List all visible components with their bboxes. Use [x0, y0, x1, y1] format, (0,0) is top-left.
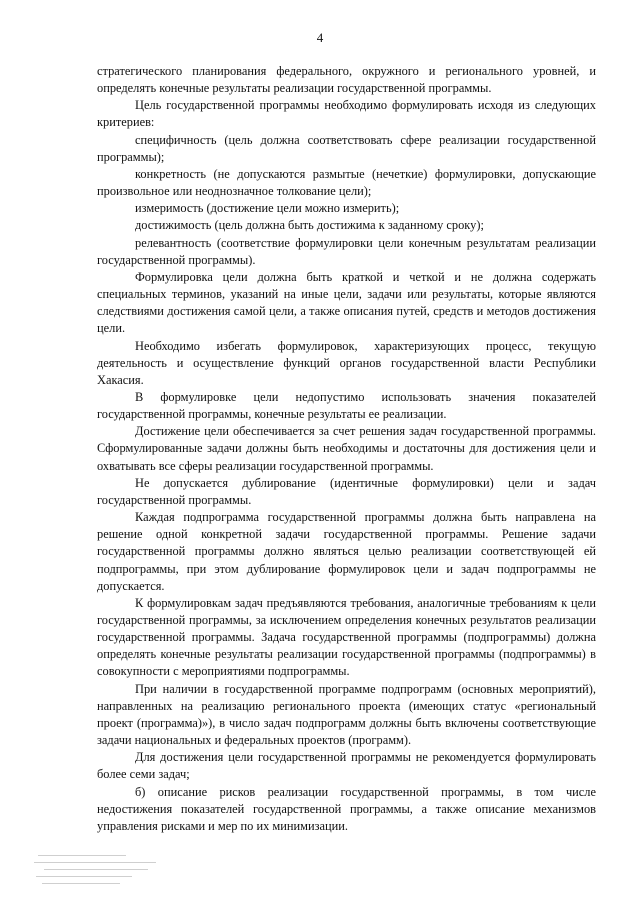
- paragraph-no-duplication: Не допускается дублирование (идентичные формулировки) цели и задач государственной программы.: [97, 475, 596, 507]
- page-number: 4: [316, 30, 324, 45]
- paragraph-task-requirements: К формулировкам задач предъявляются требования, аналогичные требованиям к цели государственной программы, за исключением определения конечных результатов реализации государственной программы. Задача государственной программы (подпрограммы) должна определять конечные результаты реализации государственной программы (подпрограммы) в совокупности с мероприятиями подпрограммы.: [97, 595, 596, 679]
- criterion-concreteness: конкретность (не допускаются размытые (нечеткие) формулировки, допускающие произвольное или неоднозначное толкование цели);: [97, 166, 596, 199]
- paragraph-subprograms: Каждая подпрограмма государственной программы должна быть направлена на решение одной конкретной задачи государственной программы. Решение задачи государственной программы должно являться целью реализации соответствующей ей подпрограммы, при этом дублирование формулировок цели и задач подпрограммы не допускается.: [97, 510, 596, 593]
- criterion-achievability: достижимость (цель должна быть достижима к заданному сроку);: [135, 218, 484, 233]
- paragraph-indicators: В формулировке цели недопустимо использовать значения показателей государственной программы, конечные результаты ее реализации.: [97, 389, 596, 422]
- scan-artifact: [34, 851, 164, 893]
- criterion-measurability: измеримость (достижение цели можно измерить);: [135, 201, 400, 216]
- paragraph-1: стратегического планирования федерального, окружного и регионального уровней, и определять конечные результаты реализации государственной программы.: [97, 64, 596, 96]
- paragraph-goal-wording: Формулировка цели должна быть краткой и четкой и не должна содержать специальных терминов, указаний на иные цели, задачи или результаты, которые являются следствиями достижения самой цели, а также описания путей, средств и методов достижения цели.: [97, 269, 596, 336]
- paragraph-2: Цель государственной программы необходимо формулировать исходя из следующих критериев:: [97, 98, 596, 130]
- paragraph-risks: б) описание рисков реализации государственной программы, в том числе недостижения показателей государственной программы, а также описание механизмов управления рисками и мер по их минимизации.: [97, 784, 596, 833]
- document-body: [97, 63, 596, 835]
- paragraph-goal-achievement: Достижение цели обеспечивается за счет решения задач государственной программы. Сформулированные задачи должны быть необходимы и достаточны для достижения цели и охватывать все сферы реализации государственной программы.: [97, 424, 596, 473]
- paragraph-regional-projects: При наличии в государственной программе подпрограмм (основных мероприятий), направленных на реализацию регионального проекта (имеющих статус «региональный проект (программа)»), в число задач подпрограмм должны быть включены соответствующие задачи национальных и федеральных проектов (программ).: [97, 681, 596, 748]
- paragraph-task-count: Для достижения цели государственной программы не рекомендуется формулировать более семи задач;: [97, 750, 596, 782]
- criterion-relevance: релевантность (соответствие формулировки цели конечным результатам реализации государственной программы).: [97, 235, 596, 267]
- paragraph-avoid-wording: Необходимо избегать формулировок, характеризующих процесс, текущую деятельность и осуществление функций органов государственной власти Республики Хакасия.: [97, 338, 596, 387]
- criterion-specificity: специфичность (цель должна соответствовать сфере реализации государственной программы);: [97, 132, 596, 164]
